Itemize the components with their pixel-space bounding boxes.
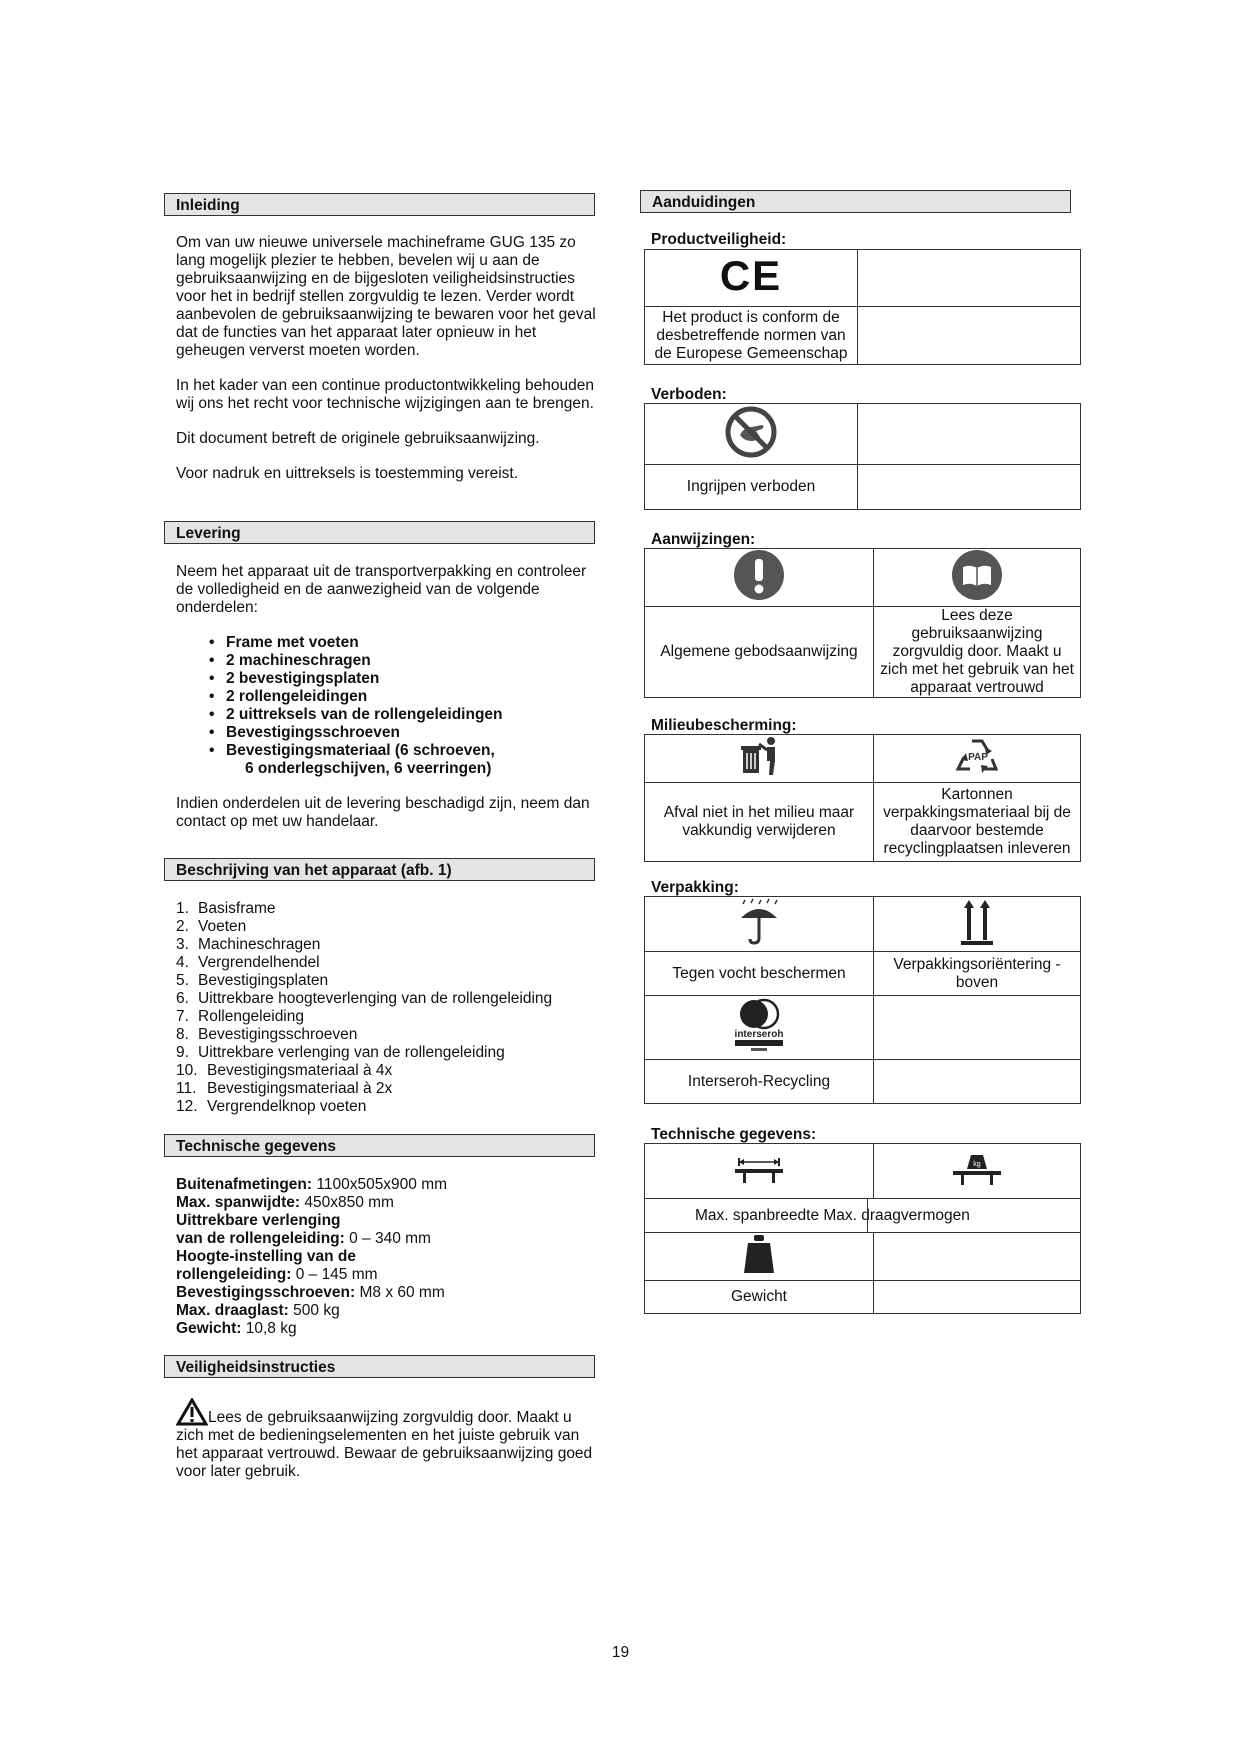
svg-text:CE: CE — [721, 255, 781, 296]
pap-cell — [874, 735, 1081, 783]
section-header-technisch: Technische gegevens — [164, 1134, 595, 1157]
parts-list — [176, 900, 596, 1116]
empty-cell — [874, 996, 1081, 1060]
ce-mark-icon — [721, 256, 781, 296]
no-touch-icon — [724, 405, 778, 459]
heading-milieu: Milieubescherming: — [651, 717, 797, 734]
heading-techsym: Technische gegevens: — [651, 1126, 817, 1143]
levering-outro: Indien onderdelen uit de levering beschadigd zijn, neem dan contact op met uw handelaar. — [176, 795, 590, 830]
recycling-pap-icon — [952, 735, 1002, 777]
tech-row: Max. draaglast: 500 kg — [176, 1302, 340, 1319]
load-capacity-icon — [951, 1151, 1003, 1187]
page-number: 19 — [611, 1644, 630, 1661]
tech-row: Hoogte-instelling van de — [176, 1248, 356, 1265]
ce-caption: Het product is conform de desbetreffende normen van de Europese Gemeenschap — [645, 307, 858, 365]
empty-cell — [858, 404, 1081, 465]
empty-cell — [858, 250, 1081, 307]
read-manual-icon — [951, 549, 1003, 601]
levering-text — [176, 563, 596, 831]
exclamation-icon — [733, 549, 785, 601]
list-item: 10. Bevestigingsmateriaal à 4x — [176, 1062, 393, 1079]
section-header-aanduidingen: Aanduidingen — [640, 190, 1071, 213]
list-item: • 2 machineschragen — [209, 652, 596, 670]
this-side-up-icon — [957, 898, 997, 946]
this-side-up-caption: Verpakkingsoriëntering - boven — [874, 952, 1081, 996]
list-item: • Bevestigingsschroeven — [209, 724, 596, 742]
weight-cell — [645, 1233, 874, 1281]
list-item: 5. Bevestigingsplaten — [176, 972, 329, 989]
symbol-table-productveiligheid — [644, 249, 1081, 365]
heading-aanwijzingen: Aanwijzingen: — [651, 531, 756, 548]
read-manual-caption: Lees deze gebruiksaanwijzing zorgvuldig door. Maakt u zich met het gebruik van het apparaat vertrouwd — [874, 607, 1081, 698]
inleiding-p2: In het kader van een continue productontwikkeling behouden wij ons het recht voor technische wijzigingen aan te brengen. — [176, 377, 594, 412]
interseroh-logo-icon — [727, 996, 791, 1054]
ce-cell — [645, 250, 858, 307]
tech-symbol-caption: Max. spanbreedte Max. draagvermogen — [645, 1199, 1081, 1233]
umbrella-rain-icon — [737, 898, 781, 946]
list-item: • Frame met voeten — [209, 634, 596, 652]
pap-caption: Kartonnen verpakkingsmateriaal bij de daarvoor bestemde recyclingplaatsen inleveren — [874, 783, 1081, 862]
inleiding-p3: Dit document betreft de originele gebruiksaanwijzing. — [176, 430, 540, 447]
list-item: 8. Bevestigingsschroeven — [176, 1026, 358, 1043]
list-item: 2. Voeten — [176, 918, 247, 935]
tech-row: Buitenafmetingen: 1100x505x900 mm — [176, 1176, 448, 1193]
svg-text:PAP: PAP — [968, 752, 988, 763]
mandatory-cell — [645, 549, 874, 607]
interseroh-cell — [645, 996, 874, 1060]
heading-productveiligheid: Productveiligheid: — [651, 231, 787, 248]
interseroh-caption: Interseroh-Recycling — [645, 1060, 874, 1104]
heading-verboden: Verboden: — [651, 386, 727, 403]
read-manual-cell — [874, 549, 1081, 607]
warning-triangle-icon — [176, 1398, 208, 1426]
delivery-list — [209, 634, 596, 760]
load-capacity-cell — [874, 1144, 1081, 1199]
list-item: • Bevestigingsmateriaal (6 schroeven, — [209, 742, 596, 760]
section-header-veiligheid: Veiligheidsinstructies — [164, 1355, 595, 1378]
span-width-cell — [645, 1144, 874, 1199]
waste-cell — [645, 735, 874, 783]
waste-caption: Afval niet in het milieu maar vakkundig verwijderen — [645, 783, 874, 862]
weight-icon — [742, 1233, 776, 1275]
span-width-icon — [733, 1154, 785, 1184]
heading-verpakking: Verpakking: — [651, 879, 739, 896]
tech-row: Max. spanwijdte: 450x850 mm — [176, 1194, 394, 1211]
list-item: 1. Basisframe — [176, 900, 276, 917]
symbol-table-aanwijzingen — [644, 548, 1081, 698]
mandatory-caption: Algemene gebodsaanwijzing — [645, 607, 874, 698]
veiligheid-text — [176, 1398, 596, 1481]
empty-cell — [874, 1060, 1081, 1104]
tech-row: Bevestigingsschroeven: M8 x 60 mm — [176, 1284, 445, 1301]
section-header-inleiding: Inleiding — [164, 193, 595, 216]
inleiding-text — [176, 234, 596, 483]
symbol-table-verboden — [644, 403, 1081, 510]
section-header-beschrijving: Beschrijving van het apparaat (afb. 1) — [164, 858, 595, 881]
umbrella-cell — [645, 897, 874, 952]
list-item: 12. Vergrendelknop voeten — [176, 1098, 367, 1115]
symbol-table-verpakking — [644, 896, 1081, 1104]
list-item: 4. Vergrendelhendel — [176, 954, 320, 971]
symbol-table-milieu — [644, 734, 1081, 862]
list-item: 11. Bevestigingsmateriaal à 2x — [176, 1080, 393, 1097]
empty-cell — [858, 307, 1081, 365]
empty-cell — [874, 1233, 1081, 1281]
list-item: 6. Uittrekbare hoogteverlenging van de rollengeleiding — [176, 990, 553, 1007]
empty-cell — [874, 1281, 1081, 1314]
this-side-up-cell — [874, 897, 1081, 952]
weight-caption: Gewicht — [645, 1281, 874, 1314]
list-item: • 2 bevestigingsplaten — [209, 670, 596, 688]
waste-bin-person-icon — [737, 735, 781, 777]
inleiding-p4: Voor nadruk en uittreksels is toestemming vereist. — [176, 465, 519, 482]
umbrella-caption: Tegen vocht beschermen — [645, 952, 874, 996]
prohibition-cell — [645, 404, 858, 465]
svg-text:kg: kg — [973, 1160, 981, 1168]
prohibition-caption: Ingrijpen verboden — [645, 465, 858, 510]
list-item: 3. Machineschragen — [176, 936, 321, 953]
veiligheid-paragraph: Lees de gebruiksaanwijzing zorgvuldig door. Maakt u zich met de bedieningselementen en het juiste gebruik van het apparaat vertrouwd. Bewaar de gebruiksaanwijzing goed voor later gebruik. — [176, 1409, 593, 1480]
list-item: • 2 uittreksels van de rollengeleidingen — [209, 706, 596, 724]
svg-text:interseroh: interseroh — [734, 1029, 784, 1040]
list-item: 9. Uittrekbare verlenging van de rollengeleiding — [176, 1044, 505, 1061]
list-item: • 2 rollengeleidingen — [209, 688, 596, 706]
tech-row: rollengeleiding: 0 – 145 mm — [176, 1266, 378, 1283]
section-header-levering: Levering — [164, 521, 595, 544]
technical-data — [176, 1176, 596, 1338]
symbol-table-techsym — [644, 1143, 1081, 1314]
empty-cell — [858, 465, 1081, 510]
list-item-continuation: 6 onderlegschijven, 6 veerringen) — [245, 760, 492, 777]
tech-row: Gewicht: 10,8 kg — [176, 1320, 297, 1337]
list-item: 7. Rollengeleiding — [176, 1008, 304, 1025]
levering-intro: Neem het apparaat uit de transportverpakking en controleer de volledigheid en de aanwezigheid van de volgende onderdelen: — [176, 563, 587, 616]
tech-row: van de rollengeleiding: 0 – 340 mm — [176, 1230, 431, 1247]
tech-row: Uittrekbare verlenging — [176, 1212, 341, 1229]
inleiding-p1: Om van uw nieuwe universele machineframe GUG 135 zo lang mogelijk plezier te hebben, bevelen wij u aan de gebruiksaanwijzing en de bijgesloten veiligheidsinstructies voor het in bedrijf stellen zorgvuldig te lezen. Verder wordt aanbevolen de gebruiksaanwijzing te bewaren voor het geval dat de functies van het apparaat later opnieuw in het geheugen ververst moeten worden. — [176, 234, 596, 359]
